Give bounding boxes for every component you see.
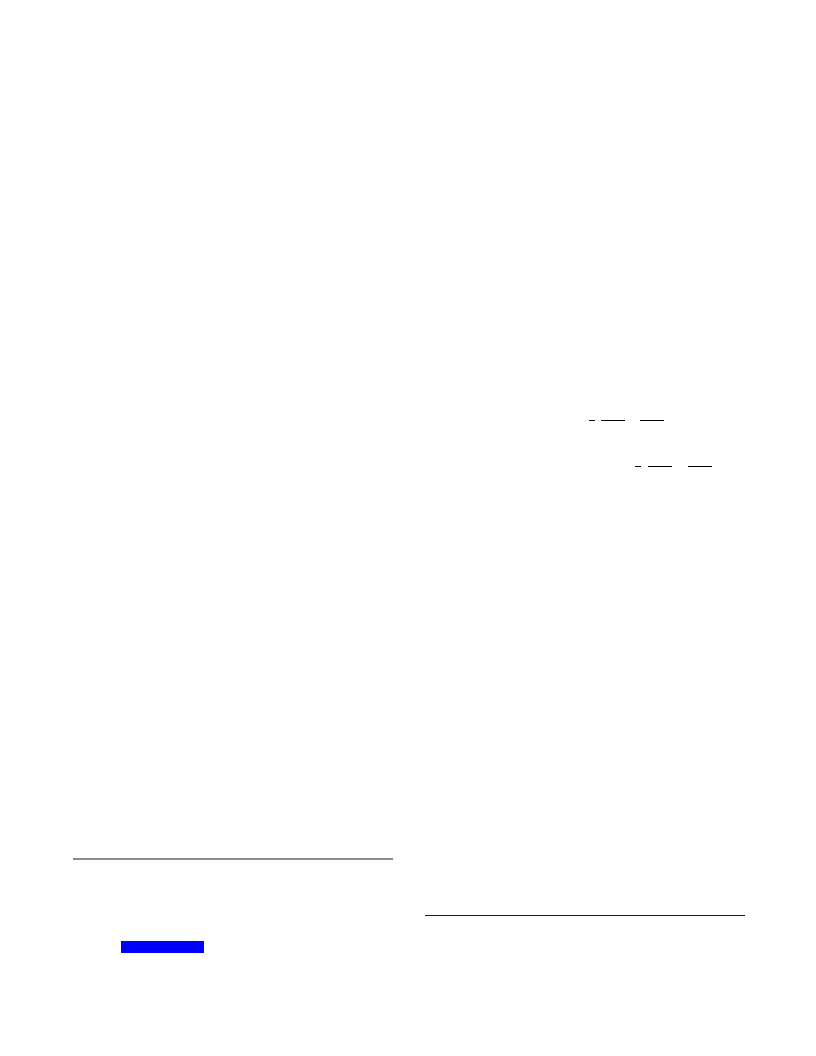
link-highlight-box[interactable] [121, 941, 204, 953]
fraction-bar [688, 466, 712, 467]
fraction-bar [635, 466, 641, 467]
fraction-bar [601, 420, 625, 421]
fraction-bar [640, 420, 664, 421]
fraction-bar [648, 466, 672, 467]
footnote-separator-right [425, 915, 745, 916]
fraction-bar [589, 420, 595, 421]
footnote-separator-left [73, 858, 393, 860]
